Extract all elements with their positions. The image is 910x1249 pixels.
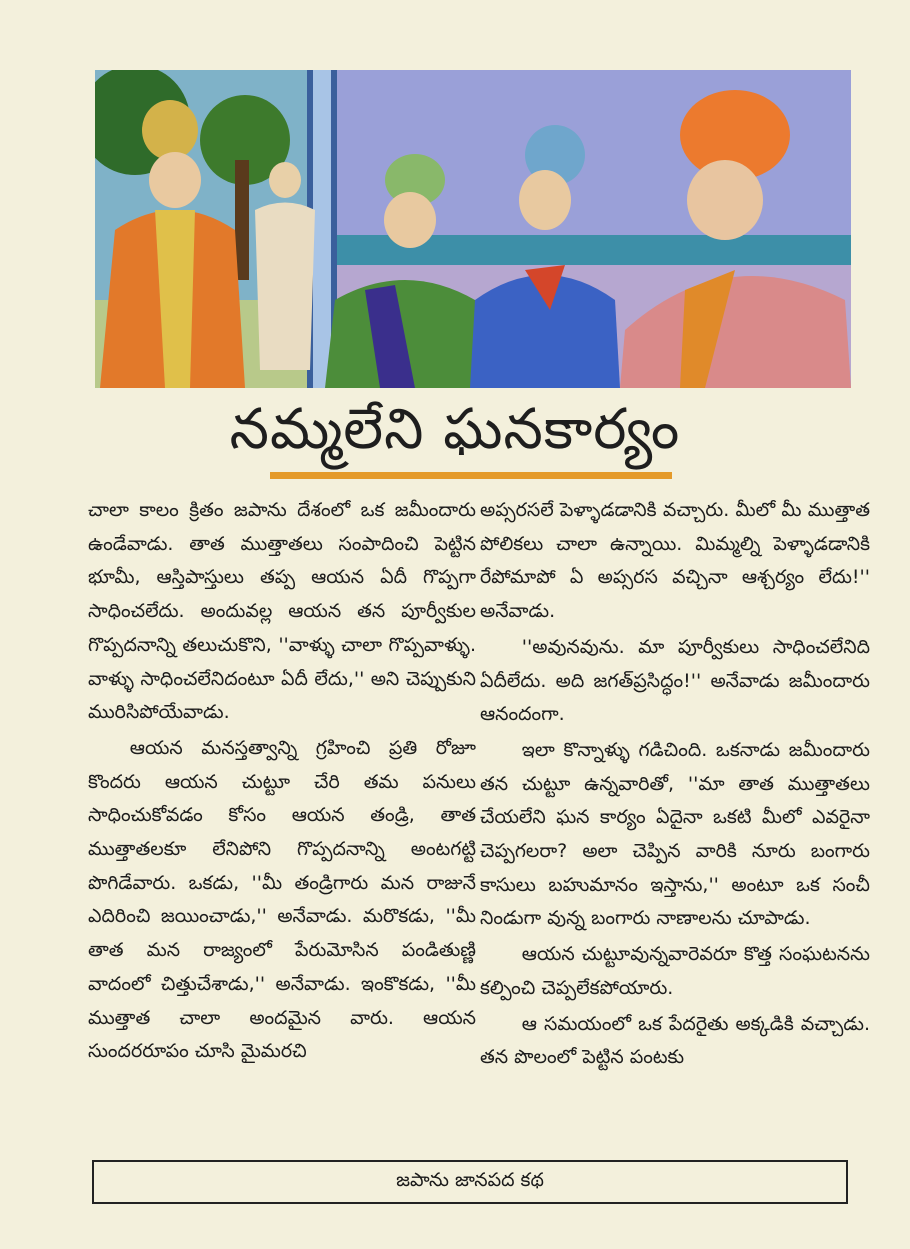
right-column	[480, 494, 870, 1075]
story-source-footer	[92, 1160, 848, 1204]
right-paragraph-4: ఆయన చుట్టూవున్నవారెవరూ కొత్త సంఘటనను కల్పించి చెప్పలేకపోయారు.	[480, 943, 870, 999]
illustration-drawing	[95, 70, 851, 388]
story-title: నమ్మలేని ఘనకార్యం	[229, 397, 681, 462]
left-column	[88, 494, 476, 1069]
right-paragraph-3: ఇలా కొన్నాళ్ళు గడిచింది. ఒకనాడు జమీందారు తన చుట్టూ ఉన్నవారితో, ''మా తాత ముత్తాతలు చేయలేని ఘన కార్యం ఏదైనా ఒకటి మీలో ఎవరైనా చెప్పగలరా? అలా చెప్పిన వారికి నూరు బంగారు కాసులు బహుమానం ఇస్తాను,'' అంటూ ఒక సంచీ నిండుగా వున్న బంగారు నాణాలను చూపాడు.	[480, 738, 870, 930]
footer-label: జపాను జానపద కథ	[396, 1168, 544, 1191]
right-paragraph-5: ఆ సమయంలో ఒక పేదరైతు అక్కడికి వచ్చాడు. తన పొలంలో పెట్టిన పంటకు	[480, 1012, 870, 1069]
left-paragraph-1: చాలా కాలం క్రితం జపాను దేశంలో ఒక జమీందారు ఉండేవాడు. తాత ముత్తాతలు సంపాదించి పెట్టిన భూమీ, ఆస్తిపాస్తులు తప్ప ఆయన ఏదీ గొప్పగా సాధించలేదు. అందువల్ల ఆయన తన పూర్వీకుల గొప్పదనాన్ని తలుచుకొని, ''వాళ్ళు చాలా గొప్పవాళ్ళు. వాళ్ళు సాధించలేనిదంటూ ఏదీ లేదు,'' అని చెప్పుకుని మురిసిపోయేవాడు.	[88, 499, 476, 724]
right-paragraph-1: అప్సరసలే పెళ్ళాడడానికి వచ్చారు. మీలో మీ ముత్తాత పోలికలు చాలా ఉన్నాయి. మిమ్మల్ని పెళ్ళాడడానికి రేపోమాపో ఏ అప్సరస వచ్చినా ఆశ్చర్యం లేదు!'' అనేవాడు.	[480, 499, 870, 623]
left-paragraph-2: ఆయన మనస్తత్వాన్ని గ్రహించి ప్రతి రోజూ కొందరు ఆయన చుట్టూ చేరి తమ పనులు సాధించుకోవడం కోసం ఆయన తండ్రి, తాత ముత్తాతలకూ లేనిపోని గొప్పదనాన్ని అంటగట్టి పొగిడేవారు. ఒకడు, ''మీ తండ్రిగారు మన రాజునే ఎదిరించి జయించాడు,'' అనేవాడు. మరొకడు, ''మీ తాత మన రాజ్యంలో పేరుమోసిన పండితుణ్ణి వాదంలో చిత్తుచేశాడు,'' అనేవాడు. ఇంకొకడు, ''మీ ముత్తాత చాలా అందమైన వారు. ఆయన సుందరరూపం చూసి మైమరచి	[88, 736, 476, 1063]
folk-tale-illustration-icon	[95, 70, 851, 388]
right-paragraph-2: ''అవునవును. మా పూర్వీకులు సాధించలేనిది ఏదీలేదు. అది జగత్‌ప్రసిద్ధం!'' అనేవాడు జమీందారు ఆనందంగా.	[480, 635, 870, 726]
title-underline	[270, 472, 672, 479]
